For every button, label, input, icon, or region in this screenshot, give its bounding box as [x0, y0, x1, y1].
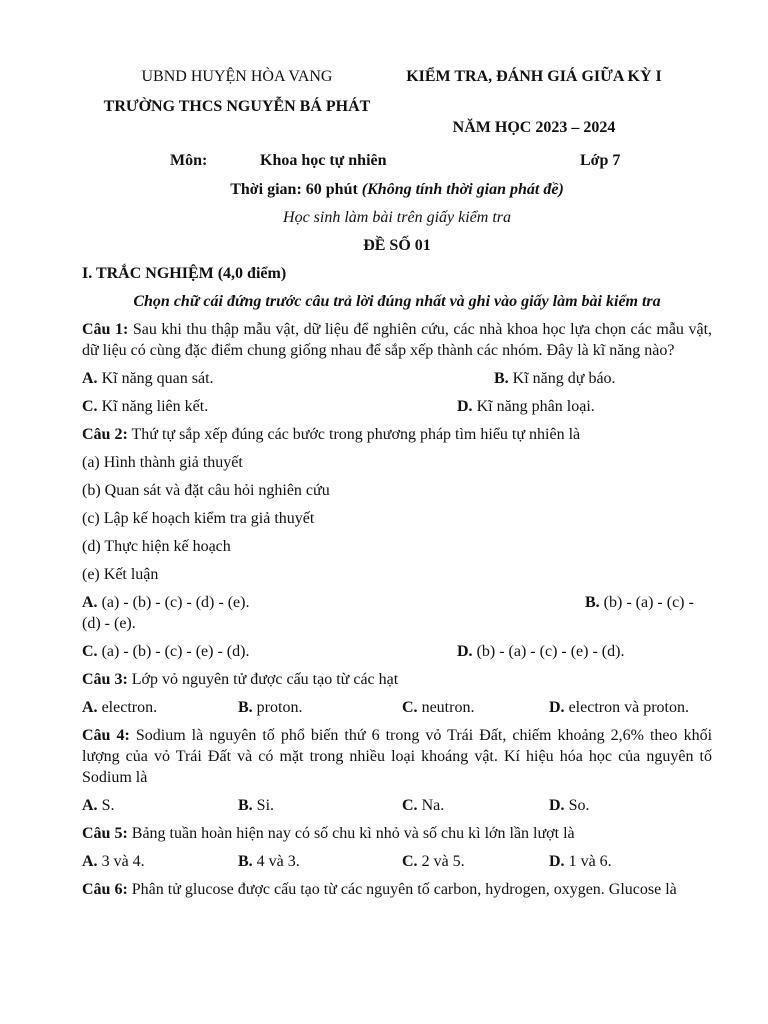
question-text: Thứ tự sắp xếp đúng các bước trong phương pháp tìm hiểu tự nhiên là: [131, 426, 581, 443]
paper-instruction: Học sinh làm bài trên giấy kiểm tra: [283, 209, 511, 226]
option-a: A. electron.: [82, 699, 158, 716]
exam-code: ĐỀ SỐ 01: [363, 237, 431, 254]
options-row: [82, 788, 712, 816]
question-text: Sodium là nguyên tố phổ biến thứ 6 trong vỏ Trái Đất, chiếm khoảng 2,6% theo khối lượng của vỏ Trái Đất và có mặt trong nhiều loại khoáng vật. Kí hiệu hóa học của nguyên tố Sodium là: [82, 727, 713, 786]
exam-page: [82, 62, 712, 900]
question-3: [82, 669, 712, 690]
subject-name: Khoa học tự nhiên: [260, 152, 387, 169]
question-label: Câu 3:: [82, 671, 128, 688]
option-b: B. Kĩ năng dự báo.: [494, 370, 616, 387]
option-c: C. Na.: [402, 797, 445, 814]
step-c: (c) Lập kế hoạch kiểm tra giả thuyết: [82, 510, 315, 527]
subject-line: [82, 144, 712, 172]
step-d: (d) Thực hiện kế hoạch: [82, 538, 231, 555]
grade-label: Lớp 7: [580, 152, 621, 169]
option-d: D. So.: [549, 797, 590, 814]
question-text: Bảng tuần hoàn hiện nay có số chu kì nhỏ và số chu kì lớn lần lượt là: [131, 825, 575, 842]
option-d: D. Kĩ năng phân loại.: [457, 398, 595, 415]
subject-label: Môn:: [170, 152, 208, 169]
options-row: [82, 361, 712, 389]
option-a: A. 3 và 4.: [82, 853, 145, 870]
option-b-continuation: (d) - (e).: [82, 615, 136, 632]
options-row: [82, 634, 712, 662]
question-label: Câu 2:: [82, 426, 128, 443]
section-title: I. TRẮC NGHIỆM (4,0 điểm): [82, 265, 287, 282]
exam-title: KIỂM TRA, ĐÁNH GIÁ GIỮA KỲ I: [406, 68, 662, 85]
question-text: Phân tử glucose được cấu tạo từ các nguyên tố carbon, hydrogen, oxygen. Glucose là: [131, 881, 677, 898]
time-main: Thời gian: 60 phút: [230, 181, 358, 198]
options-row: [82, 389, 712, 417]
option-a: A. S.: [82, 797, 115, 814]
option-d: D. electron và proton.: [549, 699, 689, 716]
option-b: B. 4 và 3.: [238, 853, 300, 870]
question-1: [82, 319, 712, 361]
option-b: B. Si.: [238, 797, 275, 814]
question-text: Sau khi thu thập mẫu vật, dữ liệu để nghiên cứu, các nhà khoa học lựa chọn các mẫu vật, dữ liệu có cùng đặc điểm chung giống nhau để sắp xếp thành các nhóm. Đây là kĩ năng nào?: [82, 321, 713, 359]
option-c: C. 2 và 5.: [402, 853, 465, 870]
options-row: [82, 585, 712, 613]
step-e: (e) Kết luận: [82, 566, 159, 583]
question-4: [82, 725, 712, 788]
district-name: UBND HUYỆN HÒA VANG: [141, 68, 333, 85]
step-a: (a) Hình thành giả thuyết: [82, 454, 243, 471]
exam-header: [82, 62, 712, 144]
question-6: [82, 879, 712, 900]
option-b: B. (b) - (a) - (c) -: [585, 594, 694, 611]
option-d: D. 1 và 6.: [549, 853, 612, 870]
option-c: C. Kĩ năng liên kết.: [82, 398, 209, 415]
option-a: A. (a) - (b) - (c) - (d) - (e).: [82, 594, 250, 611]
time-line: [82, 179, 712, 200]
question-2: [82, 424, 712, 445]
option-d: D. (b) - (a) - (c) - (e) - (d).: [457, 643, 625, 660]
school-year: NĂM HỌC 2023 – 2024: [452, 119, 616, 136]
question-label: Câu 5:: [82, 825, 128, 842]
step-b: (b) Quan sát và đặt câu hỏi nghiên cứu: [82, 482, 330, 499]
option-c: C. neutron.: [402, 699, 475, 716]
option-b: B. proton.: [238, 699, 303, 716]
options-row: [82, 844, 712, 872]
question-label: Câu 6:: [82, 881, 128, 898]
question-text: Lớp vỏ nguyên tử được cấu tạo từ các hạt: [131, 671, 399, 688]
time-note: (Không tính thời gian phát đề): [361, 181, 564, 198]
question-5: [82, 823, 712, 844]
question-label: Câu 4:: [82, 727, 130, 744]
section-instruction: Chọn chữ cái đứng trước câu trả lời đúng nhất và ghi vào giấy làm bài kiểm tra: [133, 293, 661, 310]
school-name: TRƯỜNG THCS NGUYỄN BÁ PHÁT: [103, 98, 371, 115]
option-a: A. Kĩ năng quan sát.: [82, 370, 214, 387]
option-c: C. (a) - (b) - (c) - (e) - (d).: [82, 643, 250, 660]
options-row: [82, 690, 712, 718]
question-label: Câu 1:: [82, 321, 129, 338]
